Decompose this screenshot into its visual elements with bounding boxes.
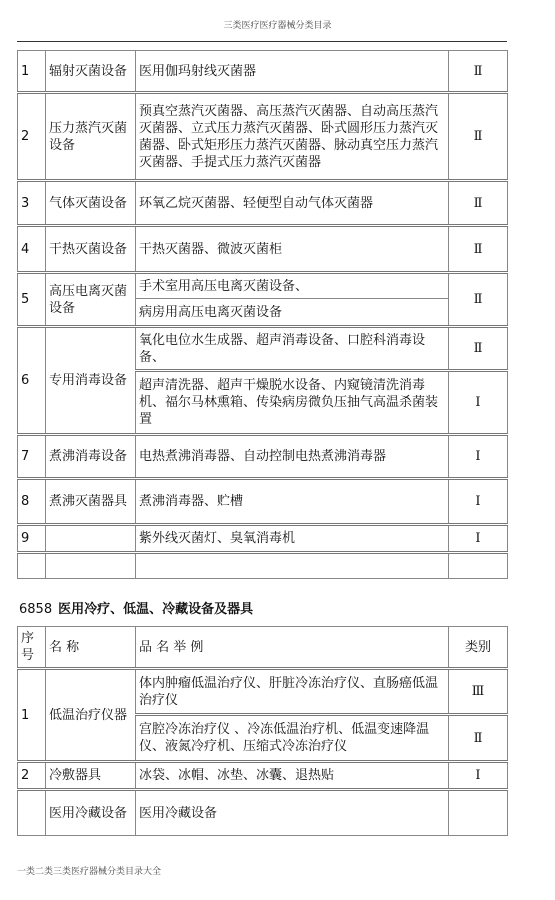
product-examples: 医用冷藏设备 (136, 790, 449, 836)
table-row (18, 790, 508, 836)
sterilization-equipment-table (17, 50, 508, 579)
product-examples: 手术室用高压电离灭菌设备、 (136, 273, 449, 299)
class-cell: Ⅱ (449, 327, 508, 371)
row-number: 9 (18, 525, 46, 553)
table-row (18, 435, 508, 479)
header-divider (17, 41, 507, 42)
class-cell: Ⅱ (449, 181, 508, 226)
row-number (18, 790, 46, 836)
class-cell (449, 790, 508, 836)
empty-cell (449, 553, 508, 579)
column-header-items: 品 名 举 例 (136, 627, 449, 669)
class-cell: Ⅰ (449, 525, 508, 553)
category-name: 专用消毒设备 (46, 327, 136, 435)
table-row (18, 226, 508, 273)
row-number: 6 (18, 327, 46, 435)
class-cell: Ⅰ (449, 762, 508, 790)
product-examples: 氧化电位水生成器、超声消毒设备、口腔科消毒设备、 (136, 327, 449, 371)
category-name: 煮沸灭菌器具 (46, 479, 136, 525)
page-header: 三类医疗医疗器械分类目录 (223, 21, 332, 31)
product-examples: 医用伽玛射线灭菌器 (136, 51, 449, 93)
page-footer: 一类二类三类医疗器械分类目录大全 (17, 867, 162, 877)
section-name: 医用冷疗、低温、冷藏设备及器具 (58, 602, 254, 617)
class-cell: Ⅰ (449, 435, 508, 479)
product-examples: 宫腔冷冻治疗仪 、冷冻低温治疗机、低温变速降温仪、液氮冷疗机、压缩式冷冻治疗仪 (136, 715, 449, 762)
category-name: 压力蒸汽灭菌设备 (46, 93, 136, 181)
table-row (18, 181, 508, 226)
cold-therapy-equipment-table (17, 626, 508, 836)
category-name: 低温治疗仪器 (46, 669, 136, 762)
class-cell: Ⅱ (449, 715, 508, 762)
product-examples: 电热煮沸消毒器、自动控制电热煮沸消毒器 (136, 435, 449, 479)
empty-cell (18, 553, 46, 579)
product-examples: 病房用高压电离灭菌设备 (136, 299, 449, 327)
column-header-no: 序号 (18, 627, 46, 669)
table-row (18, 273, 508, 299)
row-number: 5 (18, 273, 46, 327)
section-code: 6858 (19, 602, 53, 617)
row-number: 1 (18, 51, 46, 93)
category-name (46, 525, 136, 553)
product-examples: 体内肿瘤低温治疗仪、肝脏冷冻治疗仪、直肠癌低温治疗仪 (136, 669, 449, 715)
empty-cell (46, 553, 136, 579)
empty-cell (136, 553, 449, 579)
class-cell: Ⅱ (449, 226, 508, 273)
category-name: 医用冷藏设备 (46, 790, 136, 836)
table-header-row (18, 627, 508, 669)
class-cell: Ⅱ (449, 93, 508, 181)
product-examples: 紫外线灭菌灯、臭氧消毒机 (136, 525, 449, 553)
table-row (18, 327, 508, 371)
table-row (18, 525, 508, 553)
row-number: 3 (18, 181, 46, 226)
empty-table-row (18, 553, 508, 579)
table-row (18, 669, 508, 715)
product-examples: 环氧乙烷灭菌器、轻便型自动气体灭菌器 (136, 181, 449, 226)
category-name: 气体灭菌设备 (46, 181, 136, 226)
class-cell: Ⅱ (449, 273, 508, 327)
row-number: 2 (18, 93, 46, 181)
row-number: 7 (18, 435, 46, 479)
category-name: 干热灭菌设备 (46, 226, 136, 273)
product-examples: 超声清洗器、超声干燥脱水设备、内窥镜清洗消毒机、福尔马林熏箱、传染病房微负压抽气高温杀菌装置 (136, 371, 449, 435)
row-number: 2 (18, 762, 46, 790)
product-examples: 干热灭菌器、微波灭菌柜 (136, 226, 449, 273)
table-row (18, 93, 508, 181)
product-examples: 煮沸消毒器、贮槽 (136, 479, 449, 525)
class-cell: Ⅲ (449, 669, 508, 715)
table-row (18, 479, 508, 525)
category-name: 煮沸消毒设备 (46, 435, 136, 479)
category-name: 高压电离灭菌设备 (46, 273, 136, 327)
column-header-class: 类别 (449, 627, 508, 669)
table-row (18, 51, 508, 93)
section-title (19, 598, 253, 617)
class-cell: Ⅰ (449, 371, 508, 435)
column-header-name: 名 称 (46, 627, 136, 669)
product-examples: 预真空蒸汽灭菌器、高压蒸汽灭菌器、自动高压蒸汽灭菌器、立式压力蒸汽灭菌器、卧式圆形压力蒸汽灭菌器、卧式矩形压力蒸汽灭菌器、脉动真空压力蒸汽灭菌器、手提式压力蒸汽灭菌器 (136, 93, 449, 181)
table-row (18, 762, 508, 790)
category-name: 辐射灭菌设备 (46, 51, 136, 93)
row-number: 8 (18, 479, 46, 525)
row-number: 1 (18, 669, 46, 762)
category-name: 冷敷器具 (46, 762, 136, 790)
class-cell: Ⅱ (449, 51, 508, 93)
class-cell: Ⅰ (449, 479, 508, 525)
product-examples: 冰袋、冰帽、冰垫、冰囊、退热贴 (136, 762, 449, 790)
row-number: 4 (18, 226, 46, 273)
